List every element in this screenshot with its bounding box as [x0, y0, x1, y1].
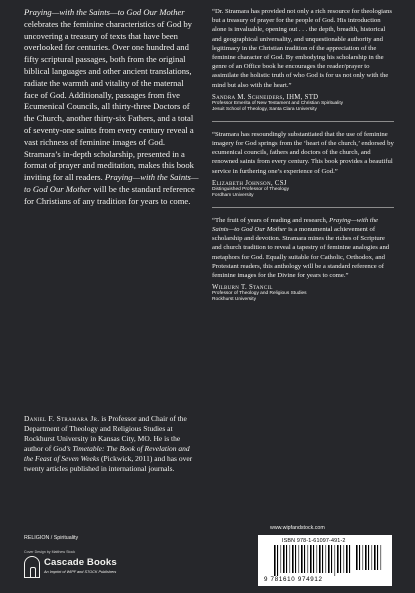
endorser-name: Sandra M. Schneiders, IHM, STD [212, 93, 319, 101]
book-title: Praying—with the Saints—to God Our Mother [24, 7, 185, 17]
endorser-name: Elizabeth Johnson, CSJ [212, 179, 287, 187]
endorsement [212, 7, 394, 113]
cascade-arch-icon [24, 556, 40, 578]
barcode-digits: 9 781610 974912 [264, 576, 323, 583]
endorser-title: Professor of Theology and Religious Studies [212, 291, 307, 297]
isbn-number: ISBN 978-1-61097-491-2 [282, 538, 346, 544]
barcode-bars-icon [274, 545, 352, 576]
book-blurb [24, 7, 200, 208]
endorsement [212, 216, 394, 303]
barcode [258, 535, 392, 586]
book-title-repeat: Praying—with the Saints—to God Our Mother [24, 172, 199, 194]
quote-book-title: Praying—with the Saints—to God Our Mother [212, 216, 379, 234]
divider [212, 121, 394, 122]
previous-book-title: God’s Timetable: The Book of Revelation and the Feast of Seven Weeks [24, 444, 190, 464]
endorser-title: Professor Emerita of New Testament and Christian Spirituality [212, 100, 344, 106]
author-name: Daniel F. Stramara Jr. [24, 414, 100, 423]
publisher-logo [24, 556, 120, 580]
endorser-affiliation: Rockhurst University [212, 297, 256, 303]
endorsement [212, 130, 394, 199]
endorsement-quote: “Dr. Stramara has provided not only a rich resource for theologians but a treasury of prayer for the people of God. His introduction alone is invaluable, opening out . . . the depth, breadth, historical and geographical universality, and unquestionable authority and legitimacy in the Christian tradition of the appreciation of the feminine character of God. By embodying his scholarship in the genre of an Office book he encourages the reader/prayer to assimilate the holistic truth of who God is for us not only with the mind but also with the heart.” [212, 8, 392, 89]
divider [212, 207, 394, 208]
blurb-text-end: will be the standard reference for Christians of any tradition for years to come. [24, 183, 195, 206]
publisher-website: www.wipfandstock.com [270, 525, 325, 531]
blurb-text: celebrates the feminine characteristics of God by uncovering a treasury of texts that have been overlooked for centuries. Over one hundred and fifty scriptural passages, both from the original biblical languages and other ancient translations, radiate the warmth and vitality of the maternal face of God. Additionally, passages from five Ecumenical Councils, all thirty-three Doctors of the Church, another thirty-six Fathers, and a total of seventy-one saints from every century reveal a vast richness of feminine images of God. Stramara’s in-depth scholarship, presented in a format of prayer and meditation, makes this book inviting for all readers. [24, 18, 194, 183]
publisher-name: Cascade Books [44, 557, 117, 568]
endorser-name: Wilburn T. Stancil [212, 284, 273, 292]
endorsement-quote [212, 216, 394, 280]
publisher-tagline: An Imprint of WIPF and STOCK Publishers [44, 570, 117, 574]
bio-text: is Professor and Chair of the Department of Theology and Religious Studies at Rockhurst University in Kansas City, MO. He is the author of [24, 414, 187, 454]
endorser-affiliation: Fordham University [212, 192, 254, 198]
endorser-affiliation: Jesuit School of Theology, Santa Clara University [212, 106, 317, 112]
price-barcode-icon [356, 545, 382, 570]
quote-text-end: is a monumental achievement of scholarship and devotion. Stramara mines the riches of Scripture and church tradition to reveal a tapestry of feminine analogies and metaphors for God. Equally suitable for Catholic, Orthodox, and Protestant readers, this anthology will be a standard reference of feminine images for the Divine for years to come.” [212, 226, 390, 280]
endorsements-column [212, 7, 394, 310]
author-bio [24, 414, 198, 475]
endorser-title: Distinguished Professor of Theology [212, 186, 289, 192]
category-label: RELIGION / Spirituality [24, 535, 79, 541]
quote-text: “The fruit of years of reading and research, [212, 216, 330, 224]
back-cover-left-column [24, 7, 200, 208]
endorsement-quote: “Stramara has resoundingly substantiated that the use of feminine imagery for God springs from the ‘heart of the church,’ endorsed by ecumenical councils, fathers and doctors of the church, and renowned saints from every century. This book provides a beautiful service in furthering one’s experience of God.” [212, 130, 394, 175]
bio-text-end: (Pickwick, 2011) and has over twenty articles published in international journals. [24, 454, 193, 474]
cover-credit: Cover Design by Matthew Stock [24, 550, 76, 554]
